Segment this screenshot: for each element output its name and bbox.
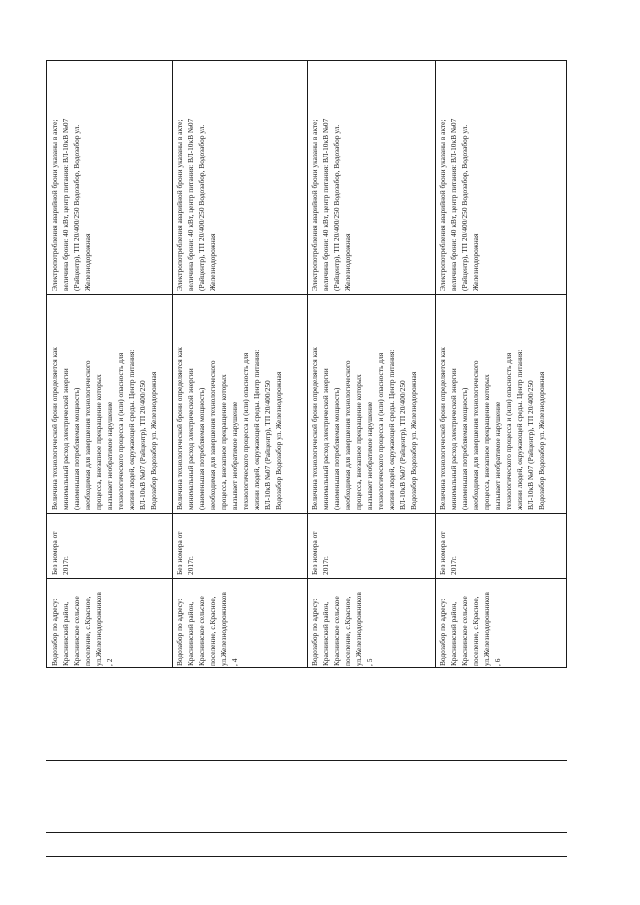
- cell-text: Без номера от 2017г.: [175, 531, 195, 575]
- table-cell-note: [307, 61, 435, 294]
- cell-text: Без номера от 2017г.: [438, 531, 458, 575]
- cell-text: Электропотребления аварийной брони указаны в акте; величина брони: 40 кВт, центр питания: ВЛ-10кВ №07 (Райцентр), ТП 20/400/250 Водозабор, Водозабор ул. Железнодорожная: [50, 118, 92, 291]
- cell-text: Электропотребления аварийной брони указаны в акте; величина брони: 40 кВт, центр питания: ВЛ-10кВ №07 (Райцентр), ТП 20/400/250 Водозабор, Водозабор ул. Железнодорожная: [438, 118, 480, 291]
- page-rule: [46, 832, 567, 833]
- table-cell-reason: [435, 294, 566, 513]
- cell-text: Электропотребления аварийной брони указаны в акте; величина брони: 40 кВт, центр питания: ВЛ-10кВ №07 (Райцентр), ТП 20/400/250 Водозабор, Водозабор ул. Железнодорожная: [310, 118, 352, 291]
- cell-text: Величина технологической брони определяется как минимальный расход электрической энергии (наименьшая потребляемая мощность) необходимая для завершения технологического процесса, внезапное прекращение которых вызывает необратимое нарушение технологического процесса и (или) опасность для жизни людей, окружающей среды. Центр питания: ВЛ-10кВ №07 (Райцентр), ТП 20/400/250 Водозабор Водозабор ул. Железнодорожная: [310, 347, 418, 510]
- page-rule: [46, 856, 567, 857]
- table-cell-address: [47, 578, 172, 669]
- cell-text: Величина технологической брони определяется как минимальный расход электрической энергии (наименьшая потребляемая мощность) необходимая для завершения технологического процесса, внезапное прекращение которых вызывает необратимое нарушение технологического процесса и (или) опасность для жизни людей, окружающей среды. Центр питания: ВЛ-10кВ №07 (Райцентр), ТП 20/400/250 Водозабор Водозабор ул. Железнодорожная: [438, 347, 546, 510]
- table-cell-note: [172, 61, 307, 294]
- table-cell-document: [307, 513, 435, 578]
- table-cell-document: [47, 513, 172, 578]
- rotated-table: [46, 60, 567, 668]
- cell-text: Водозабор по адресу: Краснинский район, Краснинское сельское поселение, с.Красное, ул.Железнодорожников , 5: [310, 592, 374, 666]
- table-cell-address: [172, 578, 307, 669]
- cell-text: Водозабор по адресу: Краснинский район, Краснинское сельское поселение, с.Красное, ул.Железнодорожников , 6: [438, 592, 502, 666]
- cell-text: Величина технологической брони определяется как минимальный расход электрической энергии (наименьшая потребляемая мощность) необходимая для завершения технологического процесса, внезапное прекращение которых вызывает необратимое нарушение технологического процесса и (или) опасность для жизни людей, окружающей среды. Центр питания: ВЛ-10кВ №07 (Райцентр), ТП 20/400/250 Водозабор Водозабор ул. Железнодорожная: [175, 347, 283, 510]
- cell-text: Электропотребления аварийной брони указаны в акте; величина брони: 40 кВт, центр питания: ВЛ-10кВ №07 (Райцентр), ТП 20/400/250 Водозабор, Водозабор ул. Железнодорожная: [175, 118, 217, 291]
- table-cell-address: [435, 578, 566, 669]
- table-cell-note: [47, 61, 172, 294]
- table-cell-reason: [307, 294, 435, 513]
- table-cell-address: [307, 578, 435, 669]
- cell-text: Водозабор по адресу: Краснинский район, Краснинское сельское поселение, с.Красное, ул.Железнодорожников , 2: [50, 592, 114, 666]
- page-rule: [46, 760, 567, 761]
- table-cell-reason: [172, 294, 307, 513]
- cell-text: Без номера от 2017г.: [310, 531, 330, 575]
- table-cell-reason: [47, 294, 172, 513]
- table-cell-document: [172, 513, 307, 578]
- cell-text: Без номера от 2017г.: [50, 531, 70, 575]
- table-cell-document: [435, 513, 566, 578]
- cell-text: Водозабор по адресу: Краснинский район, Краснинское сельское поселение, с.Красное, ул.Железнодорожников , 4: [175, 592, 239, 666]
- table-cell-note: [435, 61, 566, 294]
- cell-text: Величина технологической брони определяется как минимальный расход электрической энергии (наименьшая потребляемая мощность) необходимая для завершения технологического процесса, внезапное прекращение которых вызывает необратимое нарушение технологического процесса и (или) опасность для жизни людей, окружающей среды. Центр питания: ВЛ-10кВ №07 (Райцентр), ТП 20/400/250 Водозабор Водозабор ул. Железнодорожная: [50, 347, 158, 510]
